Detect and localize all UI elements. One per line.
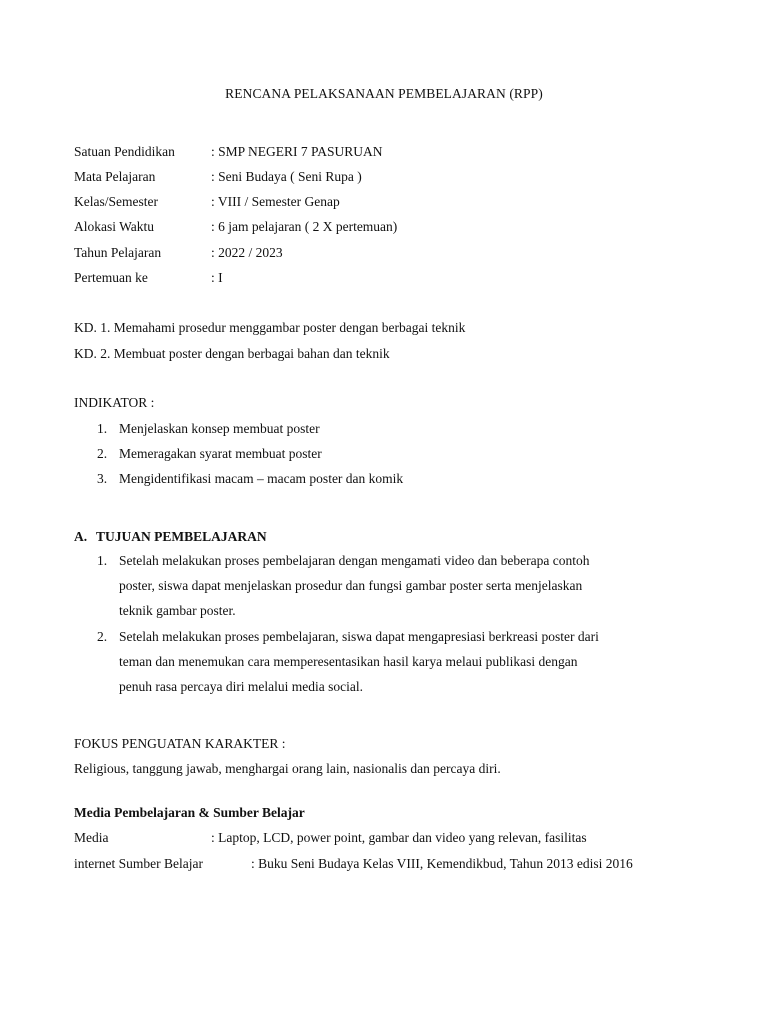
tujuan-heading-letter: A. bbox=[74, 529, 88, 544]
media-line2-lead: internet Sumber Belajar bbox=[74, 856, 203, 871]
indikator-number: 2. bbox=[97, 446, 108, 461]
tujuan-line: teman dan menemukan cara memperesentasikan hasil karya melaui publikasi dengan bbox=[119, 654, 578, 669]
indikator-number: 3. bbox=[97, 471, 108, 486]
sumber-belajar-value: : Buku Seni Budaya Kelas VIII, Kemendikbud, Tahun 2013 edisi 2016 bbox=[251, 856, 633, 871]
indikator-item: Menjelaskan konsep membuat poster bbox=[119, 421, 320, 436]
identity-label-alokasi: Alokasi Waktu bbox=[74, 219, 155, 234]
tujuan-line: poster, siswa dapat menjelaskan prosedur dan fungsi gambar poster serta menjelaskan bbox=[119, 578, 583, 593]
identity-label-tahun: Tahun Pelajaran bbox=[74, 245, 162, 260]
media-value: : Laptop, LCD, power point, gambar dan video yang relevan, fasilitas bbox=[211, 830, 587, 845]
media-label: Media bbox=[74, 830, 109, 845]
karakter-text: Religious, tanggung jawab, menghargai orang lain, nasionalis dan percaya diri. bbox=[74, 761, 501, 776]
tujuan-line: Setelah melakukan proses pembelajaran dengan mengamati video dan beberapa contoh bbox=[119, 553, 590, 568]
indikator-number: 1. bbox=[97, 421, 108, 436]
identity-value-mapel: : Seni Budaya ( Seni Rupa ) bbox=[211, 169, 362, 184]
identity-value-pertemuan: : I bbox=[211, 270, 223, 285]
tujuan-line: penuh rasa percaya diri melalui media social. bbox=[119, 679, 364, 694]
kd-1: KD. 1. Memahami prosedur menggambar poster dengan berbagai teknik bbox=[74, 320, 466, 335]
tujuan-line: teknik gambar poster. bbox=[119, 603, 236, 618]
identity-label-satuan: Satuan Pendidikan bbox=[74, 144, 175, 159]
identity-label-kelas: Kelas/Semester bbox=[74, 194, 158, 209]
document-title: RENCANA PELAKSANAAN PEMBELAJARAN (RPP) bbox=[225, 86, 543, 101]
identity-value-satuan: : SMP NEGERI 7 PASURUAN bbox=[211, 144, 383, 159]
identity-label-mapel: Mata Pelajaran bbox=[74, 169, 156, 184]
identity-value-kelas: : VIII / Semester Genap bbox=[211, 194, 340, 209]
karakter-heading: FOKUS PENGUATAN KARAKTER : bbox=[74, 736, 286, 751]
tujuan-number: 1. bbox=[97, 553, 108, 568]
tujuan-line: Setelah melakukan proses pembelajaran, siswa dapat mengapresiasi berkreasi poster dari bbox=[119, 629, 599, 644]
identity-value-alokasi: : 6 jam pelajaran ( 2 X pertemuan) bbox=[211, 219, 398, 234]
indikator-item: Memeragakan syarat membuat poster bbox=[119, 446, 322, 461]
identity-value-tahun: : 2022 / 2023 bbox=[211, 245, 283, 260]
tujuan-number: 2. bbox=[97, 629, 108, 644]
indikator-item: Mengidentifikasi macam – macam poster dan komik bbox=[119, 471, 404, 486]
kd-2: KD. 2. Membuat poster dengan berbagai bahan dan teknik bbox=[74, 346, 390, 361]
media-heading: Media Pembelajaran & Sumber Belajar bbox=[74, 805, 305, 820]
tujuan-heading: TUJUAN PEMBELAJARAN bbox=[96, 529, 267, 544]
identity-label-pertemuan: Pertemuan ke bbox=[74, 270, 148, 285]
indikator-heading: INDIKATOR : bbox=[74, 395, 155, 410]
